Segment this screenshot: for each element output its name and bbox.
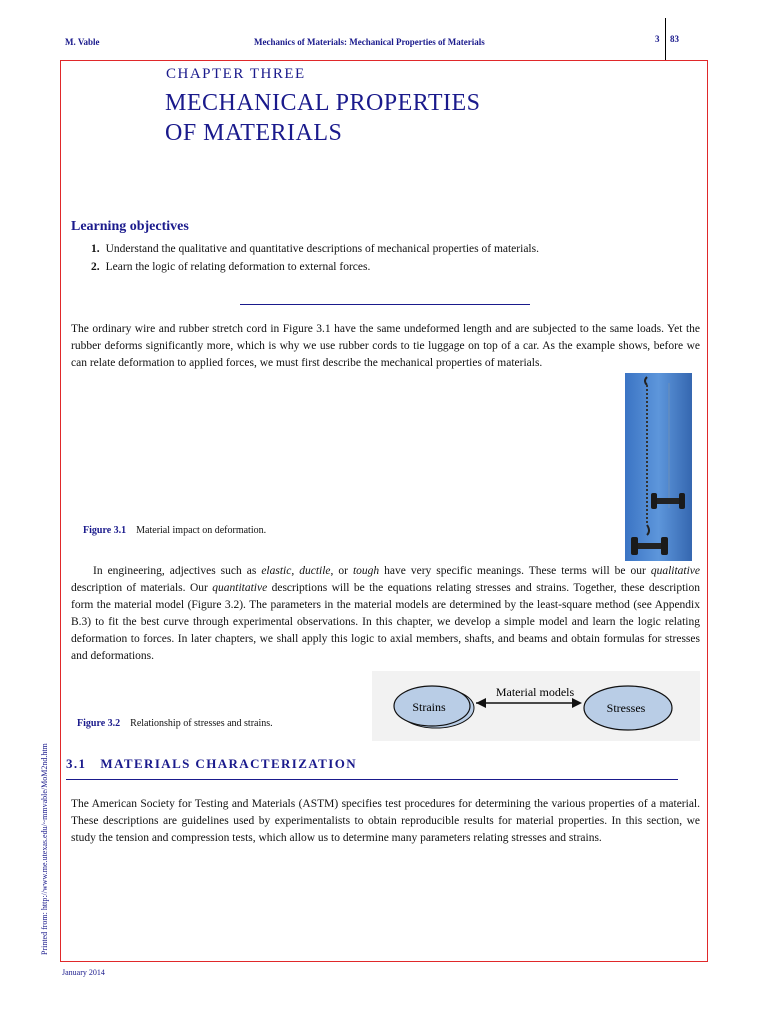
header-divider	[665, 18, 666, 60]
printed-from-note	[40, 743, 54, 955]
model-paragraph	[71, 563, 700, 665]
objective-text: Learn the logic of relating deformation to external forces.	[105, 261, 371, 273]
figure-caption-text: Material impact on deformation.	[136, 525, 267, 536]
figure-3-2-diagram	[372, 671, 700, 741]
term-qualitative: qualitative	[650, 565, 700, 577]
figure-3-1-caption	[83, 525, 266, 536]
section-number: 3.1	[66, 756, 87, 771]
section-title: MATERIALS CHARACTERIZATION	[100, 756, 357, 771]
term-elastic: elastic	[261, 565, 292, 577]
text-run: ,	[291, 565, 300, 577]
objectives-divider	[240, 304, 530, 305]
intro-paragraph: The ordinary wire and rubber stretch cord in Figure 3.1 have the same undeformed length and are subjected to the same loads. Yet the rubber deforms significantly more, which is why we use rubber cords to tie luggage on top of a car. As the example shows, before we can relate deformation to applied forces, we must first describe the mechanical properties of materials.	[71, 323, 700, 369]
header-page-number: 83	[670, 34, 679, 44]
text-run: description of materials. Our	[71, 582, 213, 594]
text-run: have very specific meanings. These terms will be our	[379, 565, 651, 577]
header-book-title: Mechanics of Materials: Mechanical Properties of Materials	[254, 37, 485, 47]
chapter-title-line1: MECHANICAL PROPERTIES	[165, 90, 481, 116]
objective-text: Understand the qualitative and quantitative descriptions of mechanical properties of materials.	[105, 243, 539, 255]
astm-paragraph: The American Society for Testing and Materials (ASTM) specifies test procedures for determining the various properties of a material. These descriptions are guidelines used by experimentalists to obtain reproducible results for material properties. In this section, we study the tension and compression tests, which allow us to determine many parameters relating stresses and strains.	[71, 798, 700, 844]
printed-from-text: Printed from: http://www.me.utexas.edu/~mmvable/MoM2nd.htm	[40, 743, 49, 955]
term-tough: tough	[352, 565, 380, 577]
material-models-label: Material models	[495, 685, 575, 699]
text-run: In engineering, adjectives such as	[93, 565, 262, 577]
section-underline	[66, 779, 678, 780]
objective-number: 1.	[91, 243, 100, 255]
text-run: , or	[330, 565, 353, 577]
figure-3-1-photo	[625, 373, 692, 561]
objectives-heading: Learning objectives	[71, 219, 189, 234]
stresses-label: Stresses	[606, 701, 646, 715]
figure-caption-text: Relationship of stresses and strains.	[130, 718, 273, 729]
strains-label: Strains	[412, 700, 446, 714]
chapter-title	[165, 88, 481, 148]
header-author: M. Vable	[65, 37, 100, 47]
text-run: descriptions will be the equations relating stresses and strains. Together, these description form the material model (Figure 3.2). The parameters in the material models are determined by the least-square method (see Appendix B.3) to fit the best curve through experimental observations. In this chapter, we develop a simple model and learn the logic relating deformation to forces. In later chapters, we shall apply this logic to axial members, shafts, and beams and obtain formulas for stresses and deformations.	[71, 582, 700, 662]
term-ductile: ductile	[299, 565, 331, 577]
figure-3-2-caption	[77, 718, 273, 729]
footer-date: January 2014	[62, 968, 105, 977]
chapter-title-line2: OF MATERIALS	[165, 120, 343, 146]
figure-label: Figure 3.1	[83, 525, 127, 536]
objective-item	[91, 243, 539, 255]
objective-number: 2.	[91, 261, 100, 273]
header-chapter-number: 3	[655, 34, 660, 44]
chapter-label: CHAPTER THREE	[166, 66, 306, 82]
figure-label: Figure 3.2	[77, 718, 121, 729]
section-heading	[66, 756, 357, 772]
term-quantitative: quantitative	[212, 582, 268, 594]
objective-item	[91, 261, 370, 273]
